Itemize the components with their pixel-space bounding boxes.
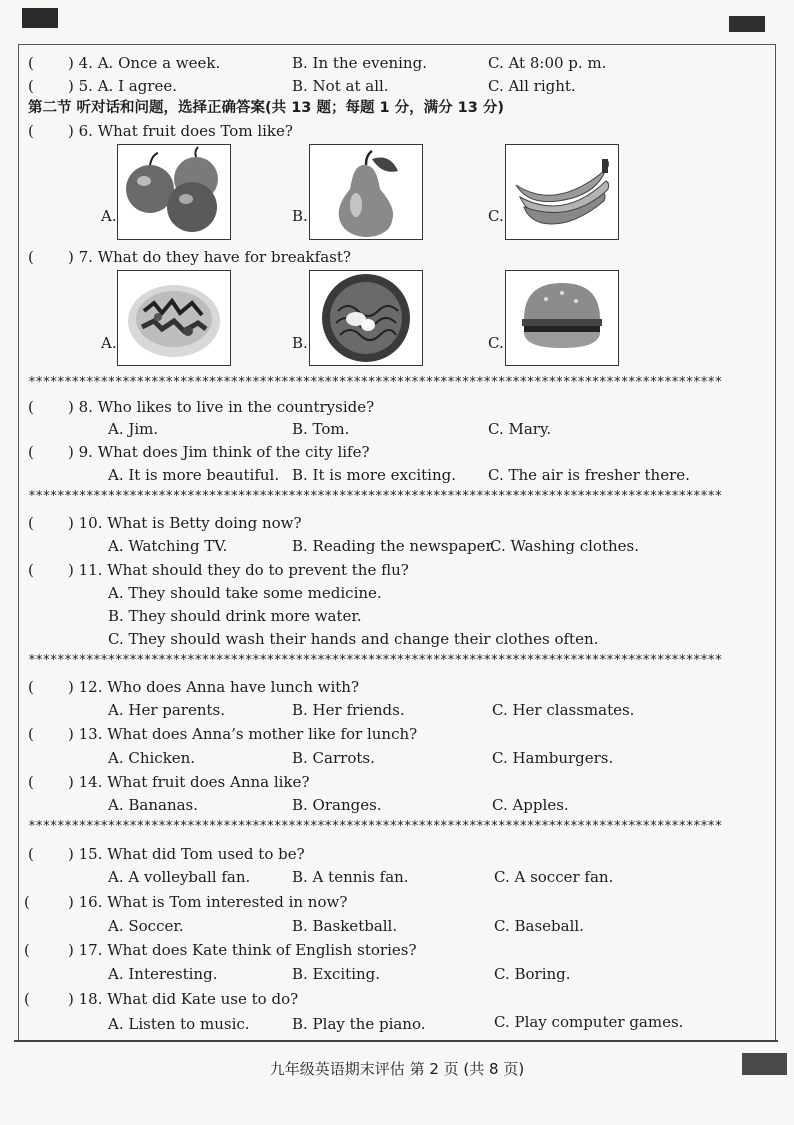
q10-option-c: C. Washing clothes. xyxy=(490,537,639,555)
separator-stars: ************************************************************************************************ xyxy=(28,653,722,668)
q6-option-b-label: B. xyxy=(292,207,308,225)
pear-image xyxy=(309,144,423,240)
answer-paren: ( xyxy=(24,941,30,959)
q14-option-a: A. Bananas. xyxy=(108,796,199,814)
q7-option-b-label: B. xyxy=(292,334,308,352)
q9-option-c: C. The air is fresher there. xyxy=(488,466,690,484)
answer-paren: ( xyxy=(28,443,34,461)
answer-paren: ( xyxy=(28,845,34,863)
noodles-image xyxy=(309,270,423,366)
question-10: ) 10. What is Betty doing now? xyxy=(68,514,302,532)
separator-stars: ************************************************************************************************ xyxy=(28,489,722,504)
q6-option-c-label: C. xyxy=(488,207,504,225)
question-9: ) 9. What does Jim think of the city life? xyxy=(68,443,370,461)
answer-paren: ( xyxy=(28,77,34,95)
q14-option-b: B. Oranges. xyxy=(292,796,382,814)
q9-option-a: A. It is more beautiful. xyxy=(108,466,280,484)
q8-option-c: C. Mary. xyxy=(488,420,552,438)
q15-option-a: A. A volleyball fan. xyxy=(108,868,251,886)
question-6: ) 6. What fruit does Tom like? xyxy=(68,122,293,140)
q11-option-b: B. They should drink more water. xyxy=(108,607,362,625)
separator-stars: ************************************************************************************************ xyxy=(28,375,722,390)
separator-stars: ************************************************************************************************ xyxy=(28,819,722,834)
question-15: ) 15. What did Tom used to be? xyxy=(68,845,305,863)
q10-option-b: B. Reading the newspaper. xyxy=(292,537,496,555)
q17-option-b: B. Exciting. xyxy=(292,965,381,983)
question-12: ) 12. Who does Anna have lunch with? xyxy=(68,678,359,696)
q12-option-a: A. Her parents. xyxy=(108,701,226,719)
question-5: ) 5. A. I agree. xyxy=(68,77,177,95)
answer-paren: ( xyxy=(28,773,34,791)
q4-option-c: C. At 8:00 p. m. xyxy=(488,54,607,72)
question-13: ) 13. What does Anna’s mother like for lunch? xyxy=(68,725,418,743)
q16-option-b: B. Basketball. xyxy=(292,917,398,935)
q18-option-a: A. Listen to music. xyxy=(108,1015,250,1033)
q7-option-c-label: C. xyxy=(488,334,504,352)
q16-option-c: C. Baseball. xyxy=(494,917,584,935)
q4-option-b: B. In the evening. xyxy=(292,54,427,72)
q18-option-b: B. Play the piano. xyxy=(292,1015,426,1033)
q11-option-c: C. They should wash their hands and change their clothes often. xyxy=(108,630,599,648)
answer-paren: ( xyxy=(28,398,34,416)
hamburger-image xyxy=(505,270,619,366)
salad-image xyxy=(117,270,231,366)
q13-option-a: A. Chicken. xyxy=(108,749,196,767)
answer-paren: ( xyxy=(28,678,34,696)
q7-option-a-label: A. xyxy=(101,334,117,352)
q14-option-c: C. Apples. xyxy=(492,796,569,814)
question-17: ) 17. What does Kate think of English stories? xyxy=(68,941,417,959)
q16-option-a: A. Soccer. xyxy=(108,917,184,935)
answer-paren: ( xyxy=(28,514,34,532)
answer-paren: ( xyxy=(24,990,30,1008)
answer-paren: ( xyxy=(28,54,34,72)
q15-option-c: C. A soccer fan. xyxy=(494,868,614,886)
question-18: ) 18. What did Kate use to do? xyxy=(68,990,299,1008)
question-14: ) 14. What fruit does Anna like? xyxy=(68,773,310,791)
question-16: ) 16. What is Tom interested in now? xyxy=(68,893,348,911)
q6-option-a-label: A. xyxy=(101,207,117,225)
question-7: ) 7. What do they have for breakfast? xyxy=(68,248,351,266)
q15-option-b: B. A tennis fan. xyxy=(292,868,409,886)
answer-paren: ( xyxy=(28,561,34,579)
registration-mark-top-left xyxy=(22,8,58,28)
question-8: ) 8. Who likes to live in the countryside? xyxy=(68,398,375,416)
footer-rule xyxy=(14,1040,778,1042)
section-heading: 第二节 听对话和问题，选择正确答案(共 13 题；每题 1 分，满分 13 分) xyxy=(28,100,505,116)
q9-option-b: B. It is more exciting. xyxy=(292,466,457,484)
answer-paren: ( xyxy=(28,725,34,743)
answer-paren: ( xyxy=(28,248,34,266)
page-footer: 九年级英语期末评估 第 2 页 (共 8 页) xyxy=(269,1060,525,1078)
registration-mark-top-right xyxy=(729,16,765,32)
answer-paren: ( xyxy=(24,893,30,911)
apples-image xyxy=(117,144,231,240)
q8-option-b: B. Tom. xyxy=(292,420,350,438)
q17-option-c: C. Boring. xyxy=(494,965,571,983)
q18-option-c: C. Play computer games. xyxy=(494,1013,684,1031)
q5-option-b: B. Not at all. xyxy=(292,77,389,95)
question-4: ) 4. A. Once a week. xyxy=(68,54,221,72)
q5-option-c: C. All right. xyxy=(488,77,576,95)
q13-option-c: C. Hamburgers. xyxy=(492,749,614,767)
q10-option-a: A. Watching TV. xyxy=(108,537,228,555)
q12-option-c: C. Her classmates. xyxy=(492,701,635,719)
q11-option-a: A. They should take some medicine. xyxy=(108,584,382,602)
q17-option-a: A. Interesting. xyxy=(108,965,218,983)
bananas-image xyxy=(505,144,619,240)
question-11: ) 11. What should they do to prevent the flu? xyxy=(68,561,409,579)
q13-option-b: B. Carrots. xyxy=(292,749,375,767)
q12-option-b: B. Her friends. xyxy=(292,701,405,719)
answer-paren: ( xyxy=(28,122,34,140)
q8-option-a: A. Jim. xyxy=(108,420,159,438)
